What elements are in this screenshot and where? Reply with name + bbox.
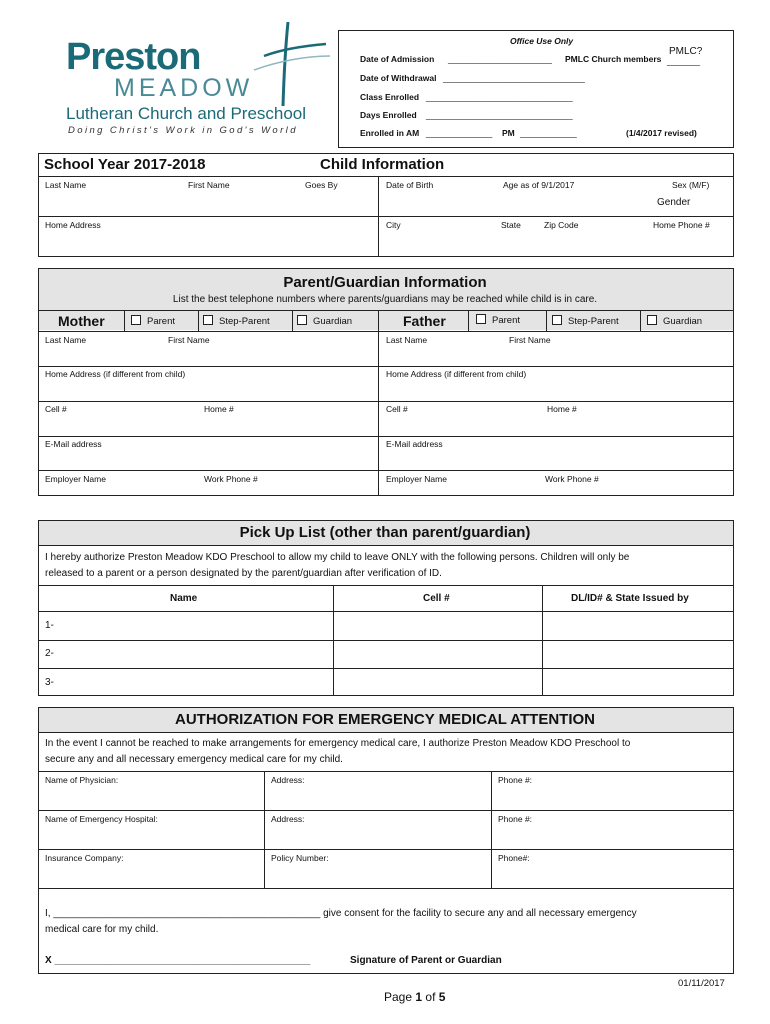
mother-email[interactable]: E-Mail address bbox=[45, 439, 102, 449]
child-goes-by[interactable]: Goes By bbox=[305, 180, 338, 190]
child-gender[interactable]: Gender bbox=[657, 197, 691, 208]
father-step-option[interactable]: Step-Parent bbox=[552, 315, 619, 327]
mother-home-phone[interactable]: Home # bbox=[204, 404, 234, 414]
pickup-row-1[interactable]: 1- bbox=[45, 620, 54, 631]
cross-icon bbox=[250, 22, 330, 106]
pickup-text-1: I hereby authorize Preston Meadow KDO Preschool to allow my child to leave ONLY with the following persons. Children will only be bbox=[45, 552, 630, 563]
medical-text-1: In the event I cannot be reached to make arrangements for emergency medical care, I authorize Preston Meadow KDO Preschool to bbox=[45, 738, 631, 749]
child-state[interactable]: State bbox=[501, 220, 521, 230]
logo bbox=[62, 22, 332, 140]
father-heading: Father bbox=[403, 313, 446, 329]
child-home-phone[interactable]: Home Phone # bbox=[653, 220, 710, 230]
child-first-name[interactable]: First Name bbox=[188, 180, 230, 190]
office-use-title: Office Use Only bbox=[510, 36, 574, 46]
pickup-col-dl: DL/ID# & State Issued by bbox=[571, 593, 689, 604]
signature-line[interactable]: X ______________________________________________ bbox=[45, 955, 311, 966]
physician-name[interactable]: Name of Physician: bbox=[45, 775, 119, 785]
mother-first-name[interactable]: First Name bbox=[168, 335, 210, 345]
days-enrolled-label: Days Enrolled bbox=[360, 110, 417, 120]
mother-employer[interactable]: Employer Name bbox=[45, 474, 106, 484]
policy-number[interactable]: Policy Number: bbox=[271, 853, 329, 863]
medical-text-2: secure any and all necessary emergency medical care for my child. bbox=[45, 754, 343, 765]
logo-meadow: MEADOW bbox=[114, 74, 254, 102]
days-enrolled-blank[interactable]: _______________________________ bbox=[426, 110, 573, 120]
class-enrolled-blank[interactable]: _______________________________ bbox=[426, 92, 573, 102]
parent-title: Parent/Guardian Information bbox=[283, 274, 487, 291]
checkbox-icon[interactable] bbox=[552, 315, 562, 325]
checkbox-icon[interactable] bbox=[647, 315, 657, 325]
checkbox-icon[interactable] bbox=[131, 315, 141, 325]
footer-date: 01/11/2017 bbox=[678, 978, 725, 989]
checkbox-icon[interactable] bbox=[476, 314, 486, 324]
pickup-row-2[interactable]: 2- bbox=[45, 648, 54, 659]
logo-tagline: Doing Christ's Work in God's World bbox=[68, 125, 298, 136]
mother-step-option[interactable]: Step-Parent bbox=[203, 315, 270, 327]
father-employer[interactable]: Employer Name bbox=[386, 474, 447, 484]
enrolled-am-blank[interactable]: ______________ bbox=[426, 128, 493, 138]
date-withdrawal-label: Date of Withdrawal bbox=[360, 73, 437, 83]
school-year: School Year 2017-2018 bbox=[44, 156, 206, 173]
checkbox-icon[interactable] bbox=[203, 315, 213, 325]
hospital-name[interactable]: Name of Emergency Hospital: bbox=[45, 814, 158, 824]
child-last-name[interactable]: Last Name bbox=[45, 180, 87, 190]
pmlc-label: PMLC Church members bbox=[565, 54, 662, 64]
consent-line-1[interactable]: I, ________________________________________________ give consent for the facility to secure any and all necessary emergency bbox=[45, 908, 637, 919]
hospital-address[interactable]: Address: bbox=[271, 814, 305, 824]
date-withdrawal-blank[interactable]: ______________________________ bbox=[443, 73, 585, 83]
father-work-phone[interactable]: Work Phone # bbox=[545, 474, 599, 484]
mother-last-name[interactable]: Last Name bbox=[45, 335, 87, 345]
child-info-title: Child Information bbox=[320, 156, 445, 173]
child-zip[interactable]: Zip Code bbox=[544, 220, 579, 230]
father-email[interactable]: E-Mail address bbox=[386, 439, 443, 449]
revised-date: (1/4/2017 revised) bbox=[626, 128, 697, 138]
father-cell[interactable]: Cell # bbox=[386, 404, 408, 414]
logo-preston: Preston bbox=[66, 36, 201, 78]
pmlc-question: PMLC? bbox=[669, 46, 703, 57]
mother-home-address[interactable]: Home Address (if different from child) bbox=[45, 369, 186, 379]
child-sex[interactable]: Sex (M/F) bbox=[672, 180, 710, 190]
enrolled-pm-label: PM bbox=[502, 128, 515, 138]
signature-label: Signature of Parent or Guardian bbox=[350, 955, 502, 966]
logo-church: Lutheran Church and Preschool bbox=[66, 104, 307, 123]
pickup-col-cell: Cell # bbox=[423, 593, 450, 604]
enrolled-pm-blank[interactable]: ____________ bbox=[520, 128, 577, 138]
class-enrolled-label: Class Enrolled bbox=[360, 92, 420, 102]
child-age[interactable]: Age as of 9/1/2017 bbox=[503, 180, 575, 190]
hospital-phone[interactable]: Phone #: bbox=[498, 814, 533, 824]
father-parent-option[interactable]: Parent bbox=[476, 314, 520, 326]
mother-cell[interactable]: Cell # bbox=[45, 404, 67, 414]
date-admission-blank[interactable]: ______________________ bbox=[448, 54, 553, 64]
enrolled-am-label: Enrolled in AM bbox=[360, 128, 420, 138]
date-admission-label: Date of Admission bbox=[360, 54, 435, 64]
insurance-company[interactable]: Insurance Company: bbox=[45, 853, 124, 863]
mother-heading: Mother bbox=[58, 313, 105, 329]
consent-line-2: medical care for my child. bbox=[45, 924, 159, 935]
father-guardian-option[interactable]: Guardian bbox=[647, 315, 702, 327]
physician-phone[interactable]: Phone #: bbox=[498, 775, 533, 785]
pickup-row-3[interactable]: 3- bbox=[45, 677, 54, 688]
insurance-phone[interactable]: Phone#: bbox=[498, 853, 530, 863]
pickup-col-name: Name bbox=[170, 593, 198, 604]
father-first-name[interactable]: First Name bbox=[509, 335, 551, 345]
pickup-section bbox=[38, 520, 734, 696]
page-number: Page 1 of 5 bbox=[384, 990, 446, 1004]
father-last-name[interactable]: Last Name bbox=[386, 335, 428, 345]
father-home-address[interactable]: Home Address (if different from child) bbox=[386, 369, 527, 379]
child-home-address[interactable]: Home Address bbox=[45, 220, 101, 230]
medical-title: AUTHORIZATION FOR EMERGENCY MEDICAL ATTENTION bbox=[175, 711, 595, 728]
mother-parent-option[interactable]: Parent bbox=[131, 315, 175, 327]
child-city[interactable]: City bbox=[386, 220, 401, 230]
father-home-phone[interactable]: Home # bbox=[547, 404, 577, 414]
pickup-text-2: released to a parent or a person designated by the parent/guardian after verification of ID. bbox=[45, 568, 442, 579]
checkbox-icon[interactable] bbox=[297, 315, 307, 325]
mother-work-phone[interactable]: Work Phone # bbox=[204, 474, 258, 484]
physician-address[interactable]: Address: bbox=[271, 775, 305, 785]
pickup-title: Pick Up List (other than parent/guardian) bbox=[239, 524, 531, 541]
parent-instructions: List the best telephone numbers where parents/guardians may be reached while child is in care. bbox=[172, 294, 598, 305]
child-dob[interactable]: Date of Birth bbox=[386, 180, 434, 190]
pmlc-blank[interactable]: _______ bbox=[667, 56, 701, 66]
mother-guardian-option[interactable]: Guardian bbox=[297, 315, 352, 327]
